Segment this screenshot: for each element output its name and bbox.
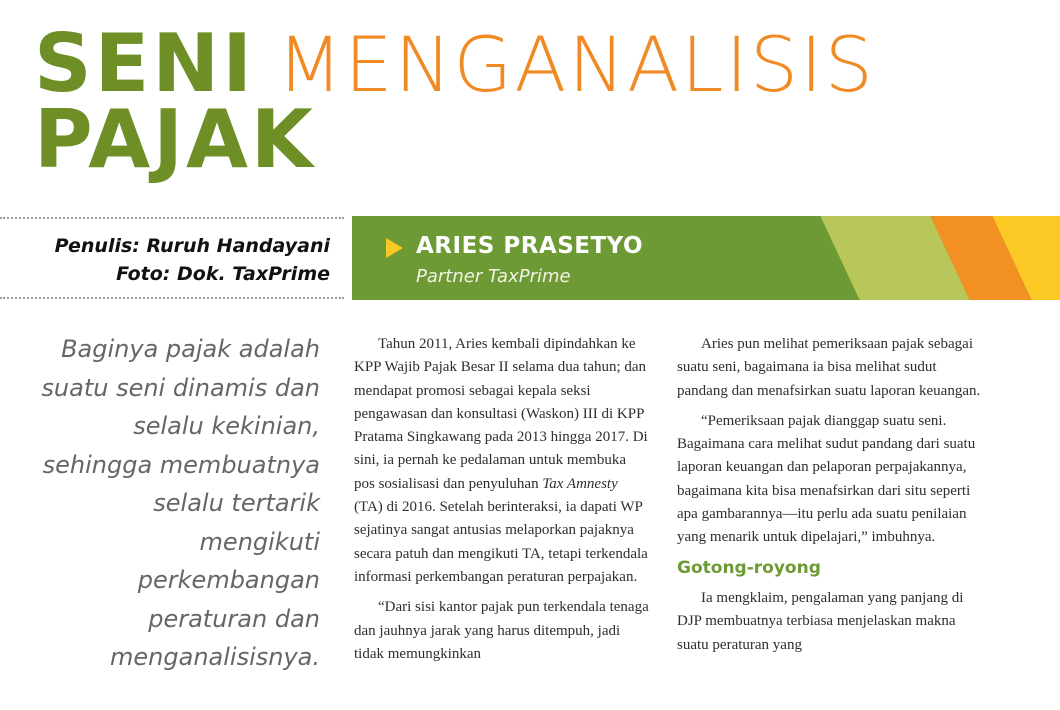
credits-divider-bottom [0,297,344,299]
title-word-menganalisis: MENGANALISIS [276,20,875,109]
title-word-pajak: PAJAK [34,93,316,186]
title-word-seni: SENI [34,17,255,110]
section-heading: Gotong-royong [677,557,821,578]
body-column-2 [677,333,983,664]
body-column-1 [354,333,650,673]
writer-credit: Penulis: Ruruh Handayani [54,235,330,257]
profile-role: Partner TaxPrime [416,266,571,287]
pull-quote: Baginya pajak adalah suatu seni dinamis dan selalu kekinian, sehingga membuatnya selalu tertarik mengikuti perkembangan peraturan dan menganalisisnya. [41,335,320,671]
column1-paragraph-1 [354,333,650,589]
article-title-line-2 [34,93,316,186]
column1-p1-italic: Tax Amnesty [542,475,618,492]
profile-name: ARIES PRASETYO [416,233,644,259]
credits-divider-top [0,217,344,219]
photo-credit: Foto: Dok. TaxPrime [116,263,330,285]
profile-banner [352,216,1060,300]
column2-paragraph-3: Ia mengklaim, pengalaman yang panjang di DJP membuatnya terbiasa menjelaskan makna suatu peraturan yang [677,589,964,653]
credits-block [55,232,330,288]
column1-p1-text-end: (TA) di 2016. Setelah berinteraksi, ia dapati WP sejatinya sangat antusias melaporkan pajaknya secara patuh dan mengikuti TA, tetapi terkendala informasi perkembangan peraturan perpajakan. [354,499,648,585]
column2-paragraph-2: “Pemeriksaan pajak dianggap suatu seni. Bagaimana cara melihat sudut pandang dari suatu laporan keuangan dan pelaporan perpajakannya, bagaimana kita bisa menafsirkan dari situ seperti apa gambarannya—itu perlu ada suatu penilaian yang menarik untuk dipelajari,” imbuhnya. [677,412,976,546]
column1-paragraph-2: “Dari sisi kantor pajak pun terkendala tenaga dan jauhnya jarak yang harus ditempuh, jadi tidak memungkinkan [354,599,649,662]
article-title-line-1 [34,17,875,110]
play-arrow-icon [386,238,403,258]
column1-p1-text: Tahun 2011, Aries kembali dipindahkan ke KPP Wajib Pajak Besar II selama dua tahun; dan mendapat promosi sebagai kepala seksi pengawasan dan konsultasi (Waskon) III di KPP Pratama Singkawang pada 2013 hingga 2017. Di sini, ia pernah ke pedalaman untuk membuka pos sosialisasi dan penyuluhan [354,336,648,492]
column2-paragraph-1: Aries pun melihat pemeriksaan pajak sebagai suatu seni, bagaimana ia bisa melihat sudut pandang dan menafsirkan suatu laporan keuangan. [677,336,981,399]
